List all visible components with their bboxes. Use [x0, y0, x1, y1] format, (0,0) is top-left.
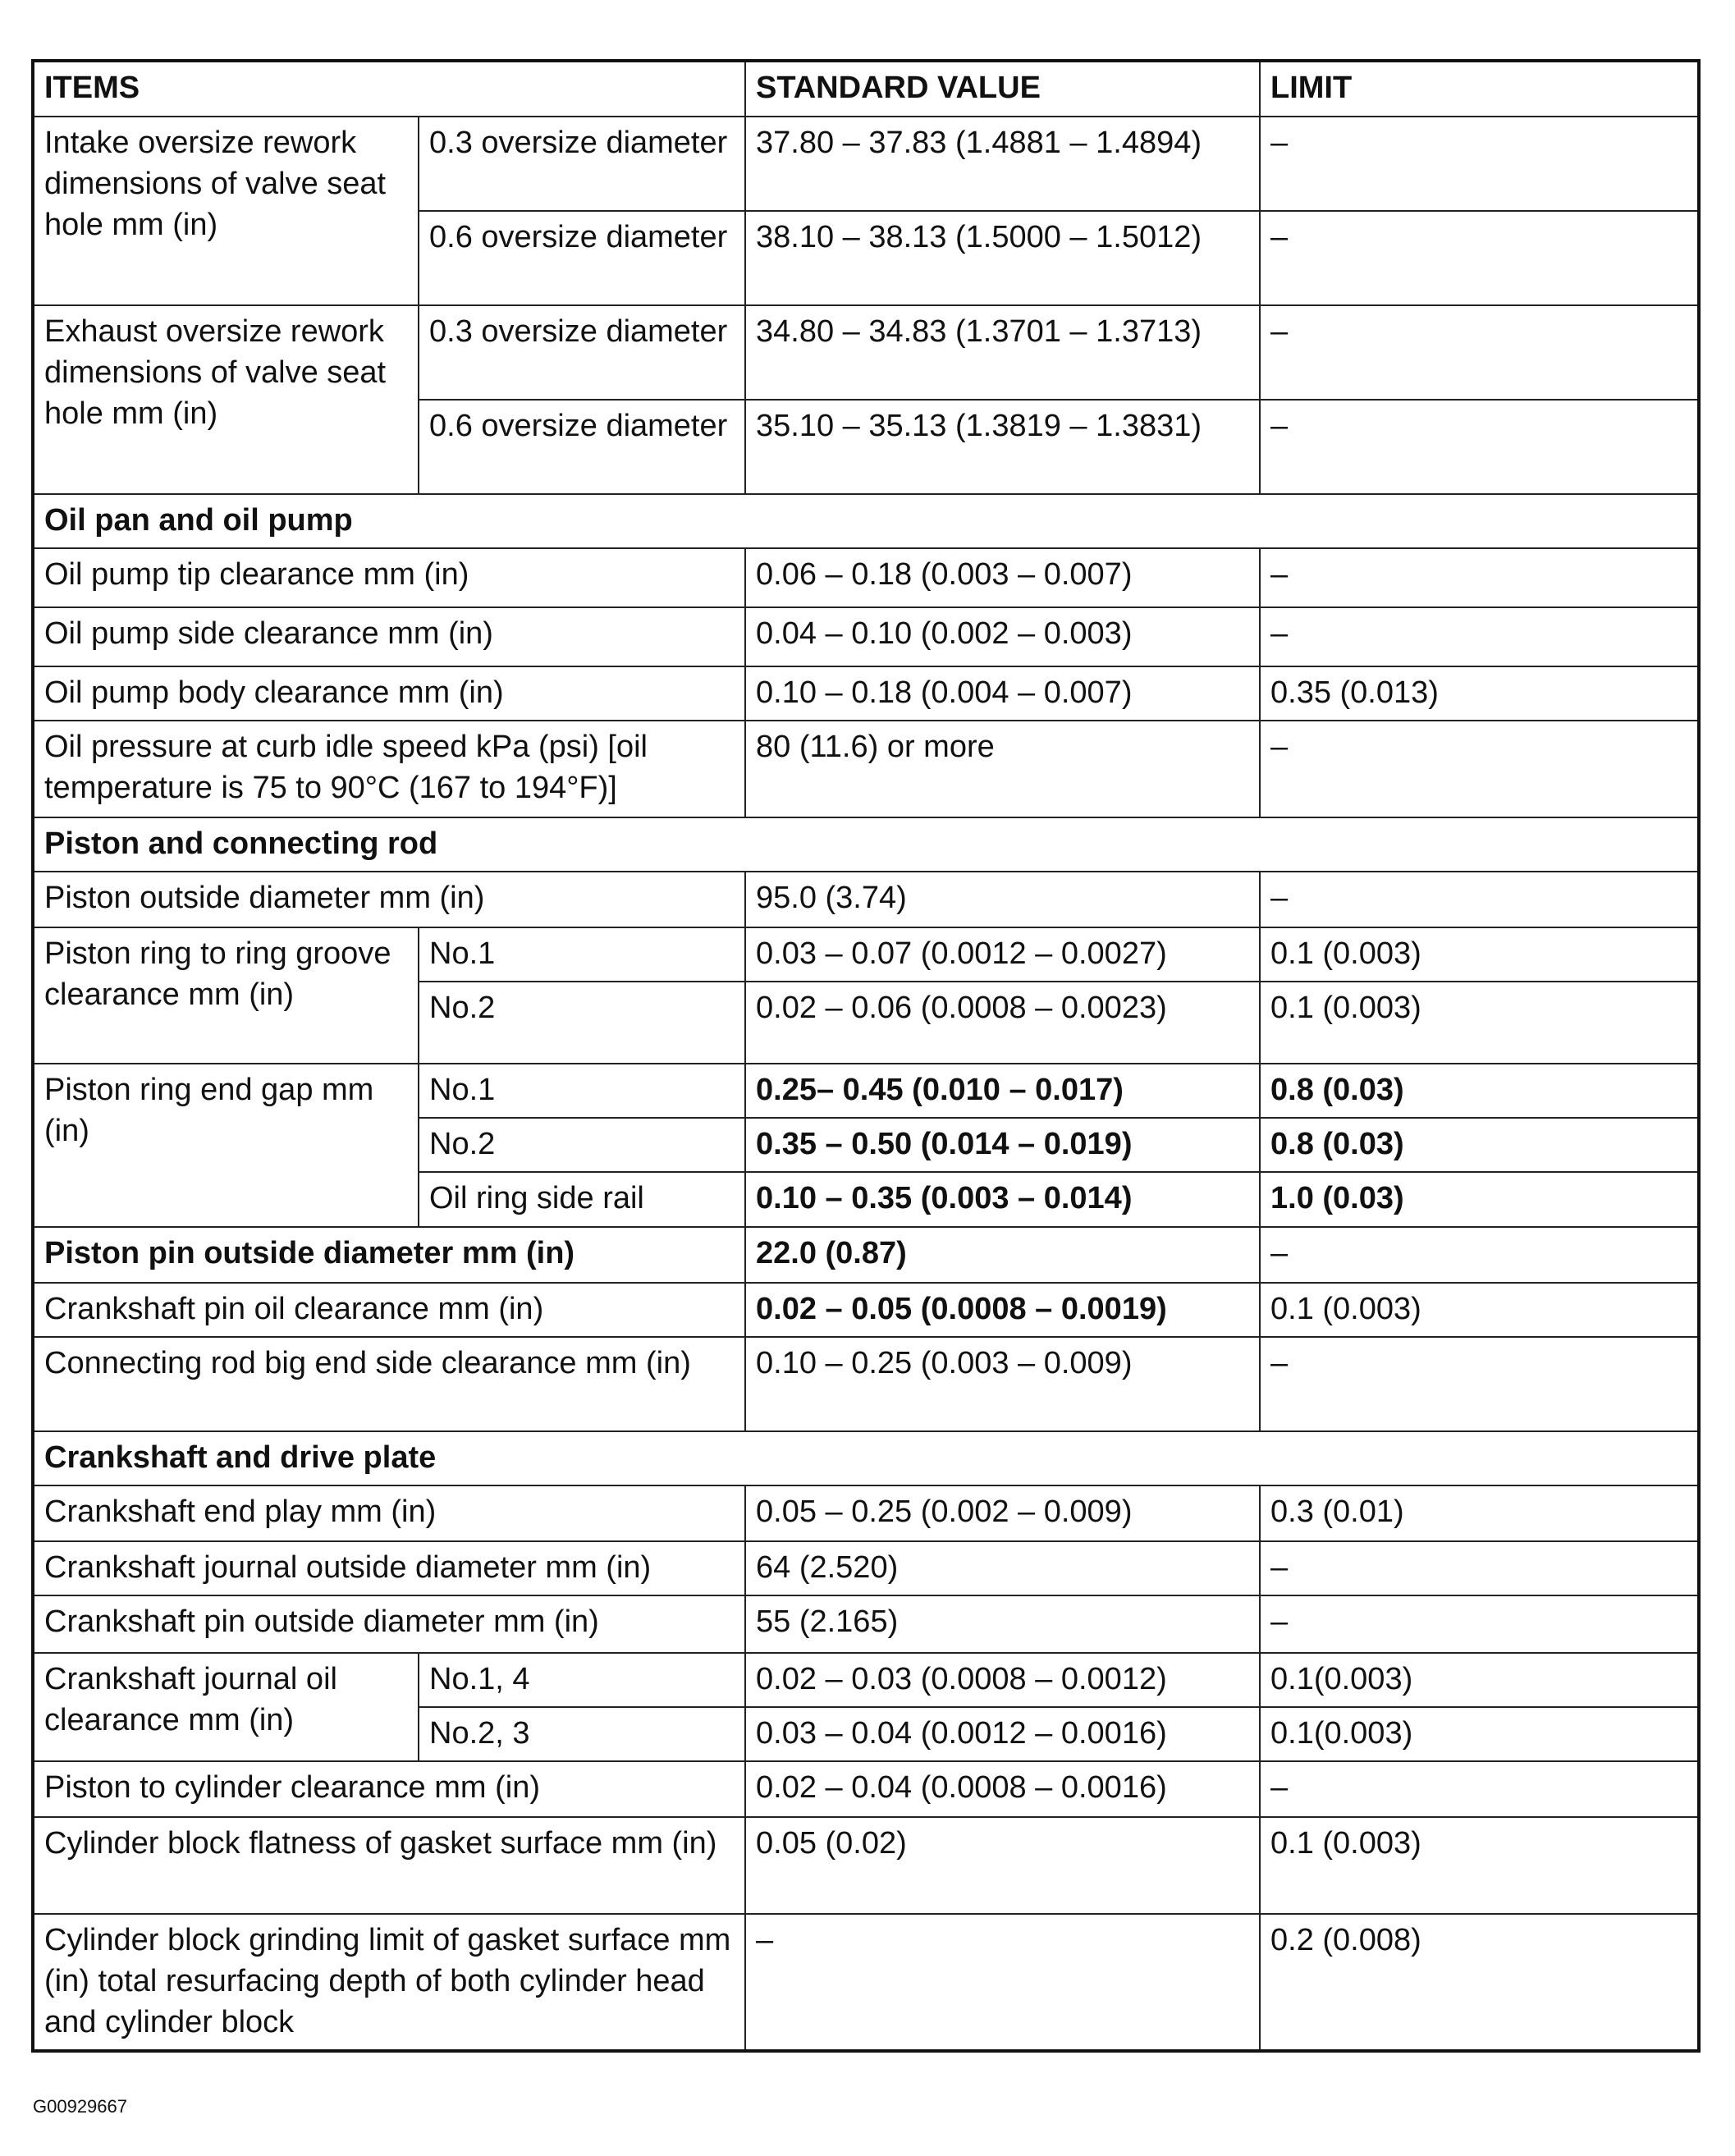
limit-cell: 0.1(0.003)	[1260, 1707, 1699, 1761]
limit-cell: –	[1260, 305, 1699, 400]
sub-item-cell: No.2, 3	[419, 1707, 745, 1761]
section-title: Oil pan and oil pump	[33, 494, 1699, 548]
item-cell: Exhaust oversize rework dimensions of valve seat hole mm (in)	[33, 305, 419, 494]
section-row	[33, 1431, 1699, 1485]
standard-value-cell: 35.10 – 35.13 (1.3819 – 1.3831)	[745, 400, 1260, 494]
section-row	[33, 494, 1699, 548]
limit-cell: –	[1260, 1761, 1699, 1817]
standard-value-cell: 0.04 – 0.10 (0.002 – 0.003)	[745, 607, 1260, 666]
standard-value-cell: 0.02 – 0.03 (0.0008 – 0.0012)	[745, 1653, 1260, 1707]
standard-value-cell: 34.80 – 34.83 (1.3701 – 1.3713)	[745, 305, 1260, 400]
standard-value-cell: 0.03 – 0.07 (0.0012 – 0.0027)	[745, 927, 1260, 982]
standard-value-cell: 0.02 – 0.04 (0.0008 – 0.0016)	[745, 1761, 1260, 1817]
standard-value-cell: 0.02 – 0.05 (0.0008 – 0.0019)	[745, 1283, 1260, 1337]
table-row	[33, 117, 1699, 211]
sub-item-cell: No.2	[419, 982, 745, 1064]
table-row	[33, 666, 1699, 721]
sub-item-cell: 0.3 oversize diameter	[419, 305, 745, 400]
standard-value-cell: –	[745, 1914, 1260, 2051]
item-cell: Crankshaft end play mm (in)	[33, 1485, 745, 1541]
limit-cell: –	[1260, 211, 1699, 305]
standard-value-cell: 0.03 – 0.04 (0.0012 – 0.0016)	[745, 1707, 1260, 1761]
limit-cell: –	[1260, 1595, 1699, 1653]
item-cell: Oil pump side clearance mm (in)	[33, 607, 745, 666]
spec-table	[31, 59, 1701, 2053]
table-row	[33, 1227, 1699, 1283]
item-cell: Oil pump body clearance mm (in)	[33, 666, 745, 721]
limit-cell: –	[1260, 1227, 1699, 1283]
limit-cell: 0.1 (0.003)	[1260, 982, 1699, 1064]
limit-cell: 0.8 (0.03)	[1260, 1064, 1699, 1118]
sub-item-cell: Oil ring side rail	[419, 1172, 745, 1227]
limit-cell: –	[1260, 872, 1699, 927]
standard-value-cell: 0.05 (0.02)	[745, 1817, 1260, 1914]
limit-cell: 0.1 (0.003)	[1260, 927, 1699, 982]
limit-cell: –	[1260, 548, 1699, 607]
standard-value-cell: 38.10 – 38.13 (1.5000 – 1.5012)	[745, 211, 1260, 305]
item-cell: Oil pump tip clearance mm (in)	[33, 548, 745, 607]
standard-value-cell: 0.06 – 0.18 (0.003 – 0.007)	[745, 548, 1260, 607]
sub-item-cell: No.1	[419, 927, 745, 982]
limit-cell: –	[1260, 400, 1699, 494]
limit-cell: –	[1260, 721, 1699, 817]
table-row	[33, 305, 1699, 400]
limit-cell: 0.8 (0.03)	[1260, 1118, 1699, 1172]
item-cell: Cylinder block flatness of gasket surface mm (in)	[33, 1817, 745, 1914]
item-cell: Piston ring end gap mm (in)	[33, 1064, 419, 1227]
sub-item-cell: No.1	[419, 1064, 745, 1118]
item-cell: Piston ring to ring groove clearance mm (in)	[33, 927, 419, 1064]
table-row	[33, 1064, 1699, 1118]
item-cell: Piston outside diameter mm (in)	[33, 872, 745, 927]
limit-cell: 1.0 (0.03)	[1260, 1172, 1699, 1227]
limit-cell: –	[1260, 1337, 1699, 1431]
item-cell: Crankshaft journal outside diameter mm (in)	[33, 1541, 745, 1595]
limit-cell: –	[1260, 1541, 1699, 1595]
limit-cell: 0.35 (0.013)	[1260, 666, 1699, 721]
item-cell: Cylinder block grinding limit of gasket surface mm (in) total resurfacing depth of both cylinder head and cylinder block	[33, 1914, 745, 2051]
table-row	[33, 1914, 1699, 2051]
standard-value-cell: 22.0 (0.87)	[745, 1227, 1260, 1283]
table-row	[33, 1595, 1699, 1653]
item-cell: Intake oversize rework dimensions of valve seat hole mm (in)	[33, 117, 419, 305]
table-row	[33, 1761, 1699, 1817]
section-row	[33, 817, 1699, 872]
standard-value-cell: 0.02 – 0.06 (0.0008 – 0.0023)	[745, 982, 1260, 1064]
standard-value-cell: 80 (11.6) or more	[745, 721, 1260, 817]
table-row	[33, 927, 1699, 982]
standard-value-cell: 0.10 – 0.18 (0.004 – 0.007)	[745, 666, 1260, 721]
standard-value-cell: 55 (2.165)	[745, 1595, 1260, 1653]
item-cell: Oil pressure at curb idle speed kPa (psi) [oil temperature is 75 to 90°C (167 to 194°F)]	[33, 721, 745, 817]
section-title: Crankshaft and drive plate	[33, 1431, 1699, 1485]
limit-cell: –	[1260, 117, 1699, 211]
standard-value-cell: 0.10 – 0.35 (0.003 – 0.014)	[745, 1172, 1260, 1227]
standard-value-cell: 37.80 – 37.83 (1.4881 – 1.4894)	[745, 117, 1260, 211]
sub-item-cell: No.2	[419, 1118, 745, 1172]
table-row	[33, 1283, 1699, 1337]
item-cell: Piston pin outside diameter mm (in)	[33, 1227, 745, 1283]
standard-value-cell: 0.10 – 0.25 (0.003 – 0.009)	[745, 1337, 1260, 1431]
sub-item-cell: 0.6 oversize diameter	[419, 400, 745, 494]
table-row	[33, 1485, 1699, 1541]
sub-item-cell: No.1, 4	[419, 1653, 745, 1707]
limit-cell: 0.3 (0.01)	[1260, 1485, 1699, 1541]
header-limit: LIMIT	[1260, 61, 1699, 117]
limit-cell: 0.1(0.003)	[1260, 1653, 1699, 1707]
item-cell: Connecting rod big end side clearance mm (in)	[33, 1337, 745, 1431]
limit-cell: 0.1 (0.003)	[1260, 1283, 1699, 1337]
sub-item-cell: 0.6 oversize diameter	[419, 211, 745, 305]
header-row	[33, 61, 1699, 117]
table-row	[33, 607, 1699, 666]
item-cell: Crankshaft pin oil clearance mm (in)	[33, 1283, 745, 1337]
table-row	[33, 1337, 1699, 1431]
header-standard-value: STANDARD VALUE	[745, 61, 1260, 117]
section-title: Piston and connecting rod	[33, 817, 1699, 872]
sub-item-cell: 0.3 oversize diameter	[419, 117, 745, 211]
item-cell: Crankshaft journal oil clearance mm (in)	[33, 1653, 419, 1761]
standard-value-cell: 95.0 (3.74)	[745, 872, 1260, 927]
figure-id: G00929667	[33, 2096, 127, 2117]
limit-cell: 0.1 (0.003)	[1260, 1817, 1699, 1914]
header-items: ITEMS	[33, 61, 745, 117]
table-row	[33, 872, 1699, 927]
standard-value-cell: 0.35 – 0.50 (0.014 – 0.019)	[745, 1118, 1260, 1172]
table-row	[33, 1817, 1699, 1914]
item-cell: Crankshaft pin outside diameter mm (in)	[33, 1595, 745, 1653]
limit-cell: 0.2 (0.008)	[1260, 1914, 1699, 2051]
standard-value-cell: 64 (2.520)	[745, 1541, 1260, 1595]
table-row	[33, 1653, 1699, 1707]
limit-cell: –	[1260, 607, 1699, 666]
table-row	[33, 721, 1699, 817]
standard-value-cell: 0.25– 0.45 (0.010 – 0.017)	[745, 1064, 1260, 1118]
table-row	[33, 548, 1699, 607]
standard-value-cell: 0.05 – 0.25 (0.002 – 0.009)	[745, 1485, 1260, 1541]
table-row	[33, 1541, 1699, 1595]
item-cell: Piston to cylinder clearance mm (in)	[33, 1761, 745, 1817]
